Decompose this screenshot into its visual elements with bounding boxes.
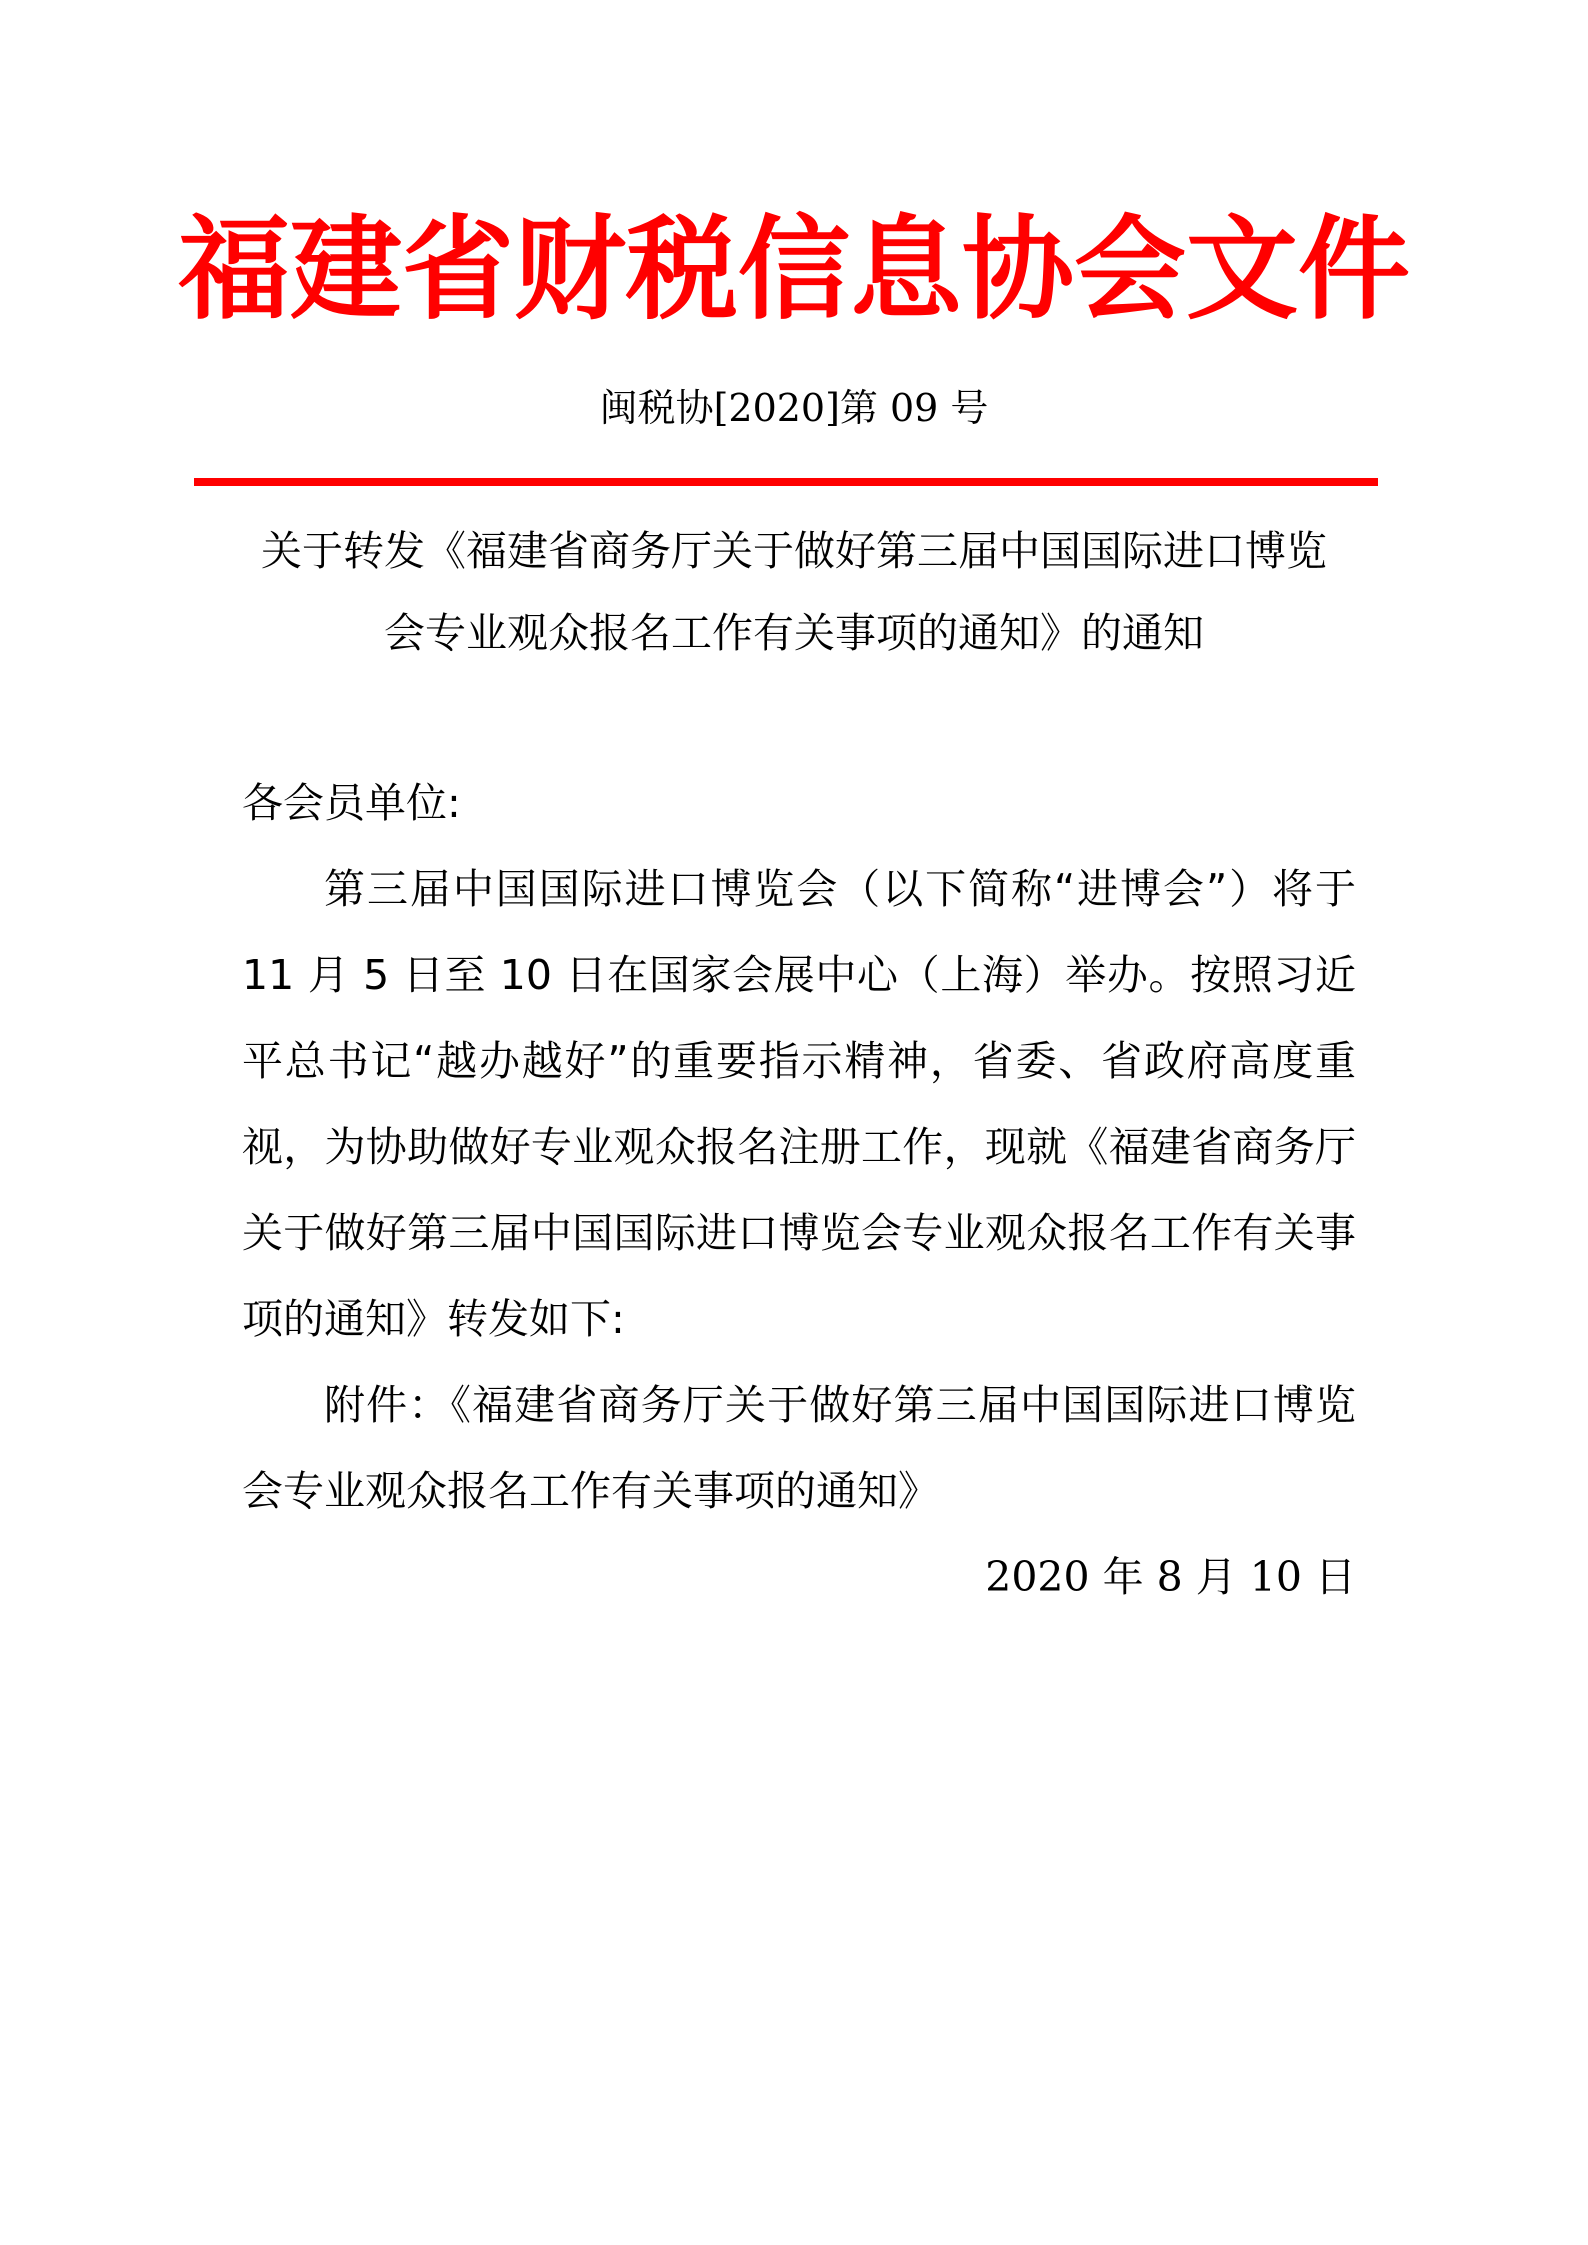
attachment-label: 附件：	[324, 1381, 451, 1429]
attachment-text: 《福建省商务厅关于做好第三届中国国际进口博览会专业观众报名工作有关事项的通知》	[242, 1381, 1356, 1515]
body-paragraph: 第三届中国国际进口博览会（以下简称“进博会”）将于 11 月 5 日至 10 日在国家会展中心（上海）举办。按照习近平总书记“越办越好”的重要指示精神，省委、省政府高度重视，为协助做好专业观众报名注册工作，现就《福建省商务厅关于做好第三届中国国际进口博览会专业观众报名工作有关事项的通知》转发如下:	[242, 865, 1356, 1343]
subject-line-2: 会专业观众报名工作有关事项的通知》的通知	[384, 609, 1204, 657]
attachment-line	[242, 1362, 1356, 1534]
document-date: 2020 年 8 月 10 日	[985, 1553, 1356, 1601]
document-body	[242, 760, 1356, 1620]
subject-line-1: 关于转发《福建省商务厅关于做好第三届中国国际进口博览	[261, 527, 1327, 575]
red-divider	[194, 478, 1378, 486]
org-title: 福建省财税信息协会文件	[178, 205, 1410, 335]
doc-number: 闽税协[2020]第 09 号	[599, 386, 989, 430]
salutation: 各会员单位:	[242, 779, 461, 827]
document-subject	[230, 510, 1358, 674]
